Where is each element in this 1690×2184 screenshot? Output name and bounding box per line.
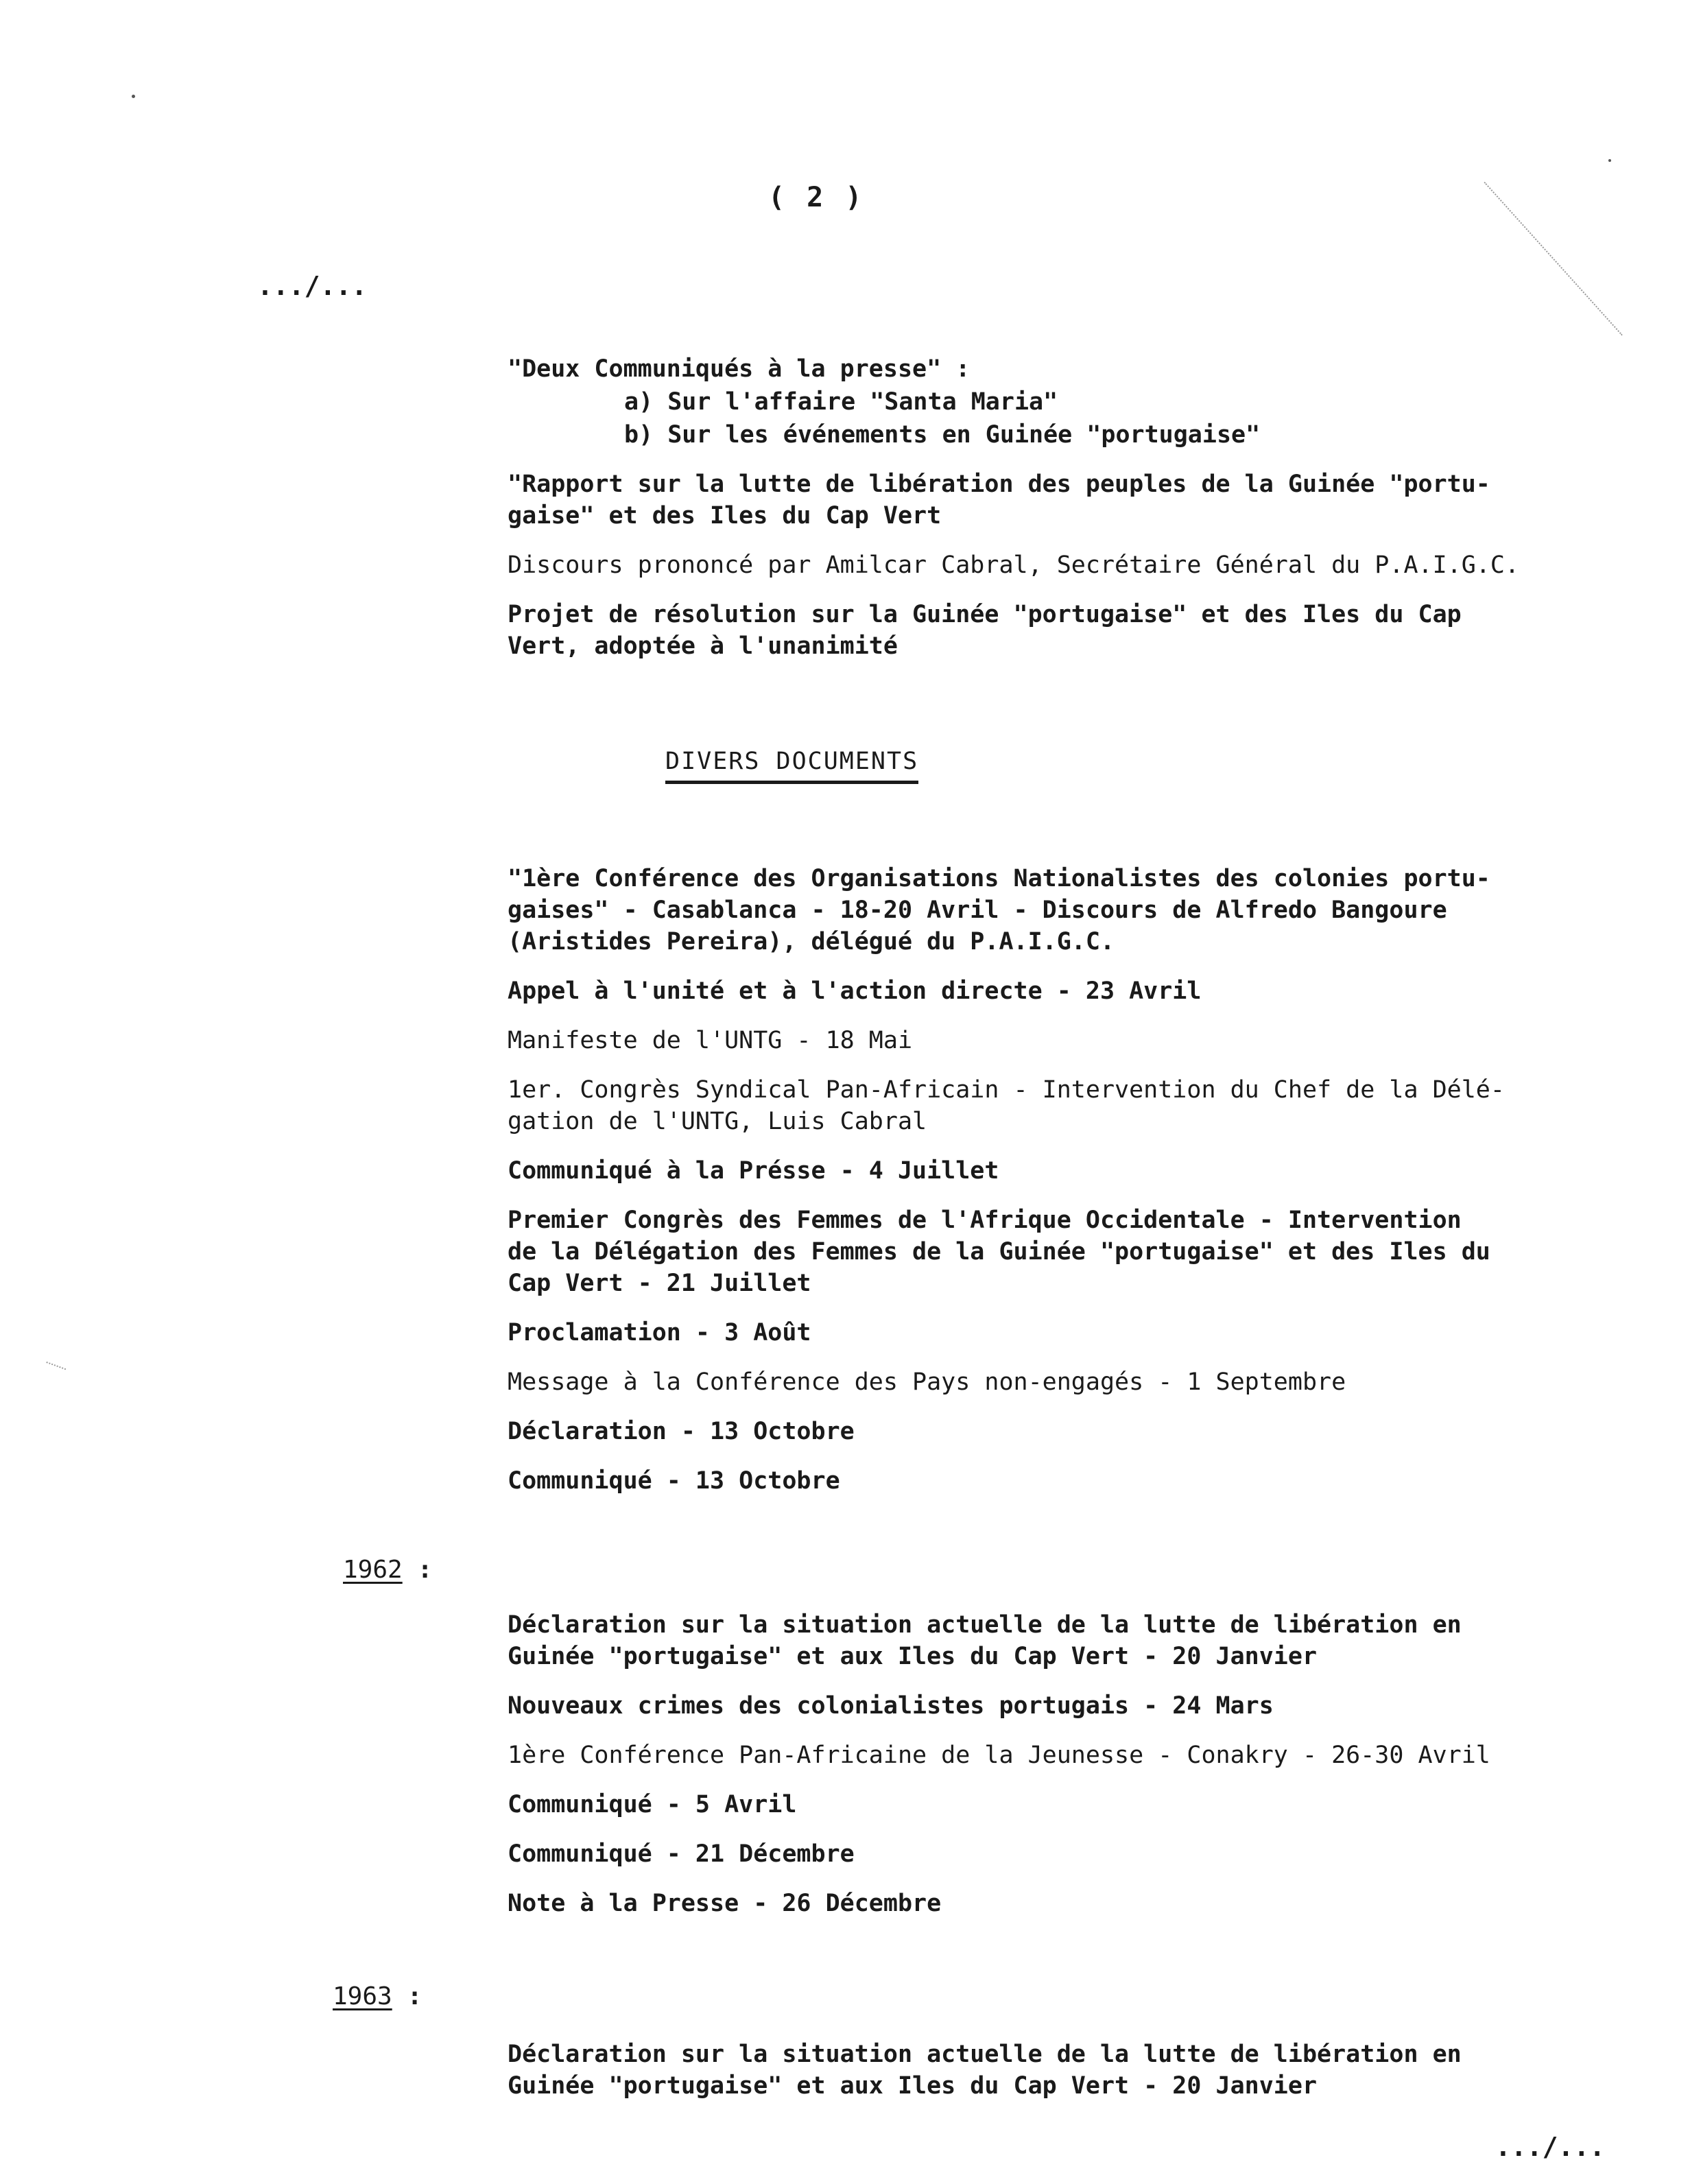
continuation-marker-bottom: .../... xyxy=(1495,2132,1606,2162)
entry-press-note-december: Note à la Presse - 26 Décembre xyxy=(508,1890,942,1917)
scan-speck xyxy=(132,95,135,98)
entry-santa-maria: a) Sur l'affaire "Santa Maria" xyxy=(624,388,1058,416)
entry-declaration-january-1962: Déclaration sur la situation actuelle de la lutte de libération en Guinée "portugaise" et aux Iles du Cap Vert - 20 Janvier xyxy=(508,1611,1462,1670)
entry-guinea-events: b) Sur les événements en Guinée "portugaise" xyxy=(624,421,1261,449)
entry-womens-congress: Premier Congrès des Femmes de l'Afrique Occidentale - Intervention de la Délégation des Femmes de la Guinée "portugaise" et des Iles du Cap Vert - 21 Juillet xyxy=(508,1207,1490,1297)
entry-communique-october: Communiqué - 13 Octobre xyxy=(508,1467,840,1495)
entry-declaration-january-1963: Déclaration sur la situation actuelle de la lutte de libération en Guinée "portugaise" et aux Iles du Cap Vert - 20 Janvier xyxy=(508,2041,1462,2100)
scan-scratch xyxy=(1484,182,1623,335)
entry-colonialist-crimes: Nouveaux crimes des colonialistes portugais - 24 Mars xyxy=(508,1692,1274,1720)
entry-proclamation: Proclamation - 3 Août xyxy=(508,1319,811,1346)
entries-1962 xyxy=(508,1609,1619,1937)
entry-press-communiques: "Deux Communiqués à la presse" : xyxy=(508,355,971,383)
entries-1963 xyxy=(508,2039,1619,2120)
entry-press-communique-july: Communiqué à la Présse - 4 Juillet xyxy=(508,1157,999,1185)
entry-non-aligned-message: Message à la Conférence des Pays non-engagés - 1 Septembre xyxy=(508,1368,1346,1396)
entry-declaration-october: Déclaration - 13 Octobre xyxy=(508,1418,855,1445)
entry-communique-december: Communiqué - 21 Décembre xyxy=(508,1840,855,1868)
year-colon: : xyxy=(407,1982,422,2010)
entry-cabral-speech: Discours prononcé par Amilcar Cabral, Secrétaire Général du P.A.I.G.C. xyxy=(508,551,1520,579)
divers-entries xyxy=(508,863,1619,1515)
continuation-marker-top: .../... xyxy=(257,271,368,301)
entry-syndical-congress: 1er. Congrès Syndical Pan-Africain - Intervention du Chef de la Délé- gation de l'UNTG, Luis Cabral xyxy=(508,1076,1505,1135)
page-number: ( 2 ) xyxy=(768,182,865,213)
year-label: 1962 xyxy=(343,1556,403,1584)
year-heading-1962 xyxy=(343,1556,432,1584)
section-title-divers-documents: DIVERS DOCUMENTS xyxy=(665,748,918,784)
entry-appeal-unity: Appel à l'unité et à l'action directe - 23 Avril xyxy=(508,977,1202,1005)
entry-resolution-project: Projet de résolution sur la Guinée "portugaise" et des Iles du Cap Vert, adoptée à l'unanimité xyxy=(508,601,1462,660)
entry-youth-conference: 1ère Conférence Pan-Africaine de la Jeunesse - Conakry - 26-30 Avril xyxy=(508,1742,1490,1769)
entry-casablanca-conference: "1ère Conférence des Organisations Nationalistes des colonies portu- gaises" - Casablanca - 18-20 Avril - Discours de Alfredo Bangoure (Aristides Pereira), délégué du P.A.I.G.C. xyxy=(508,865,1490,956)
scan-speck xyxy=(1608,159,1611,162)
year-label: 1963 xyxy=(333,1982,392,2010)
entry-communique-april: Communiqué - 5 Avril xyxy=(508,1791,797,1818)
scan-scratch xyxy=(46,1362,66,1370)
intro-entries xyxy=(508,353,1619,680)
entry-liberation-report: "Rapport sur la lutte de libération des peuples de la Guinée "portu- gaise" et des Iles du Cap Vert xyxy=(508,471,1490,530)
entry-untg-manifesto: Manifeste de l'UNTG - 18 Mai xyxy=(508,1027,913,1054)
year-heading-1963 xyxy=(333,1982,422,2010)
year-colon: : xyxy=(417,1556,433,1584)
